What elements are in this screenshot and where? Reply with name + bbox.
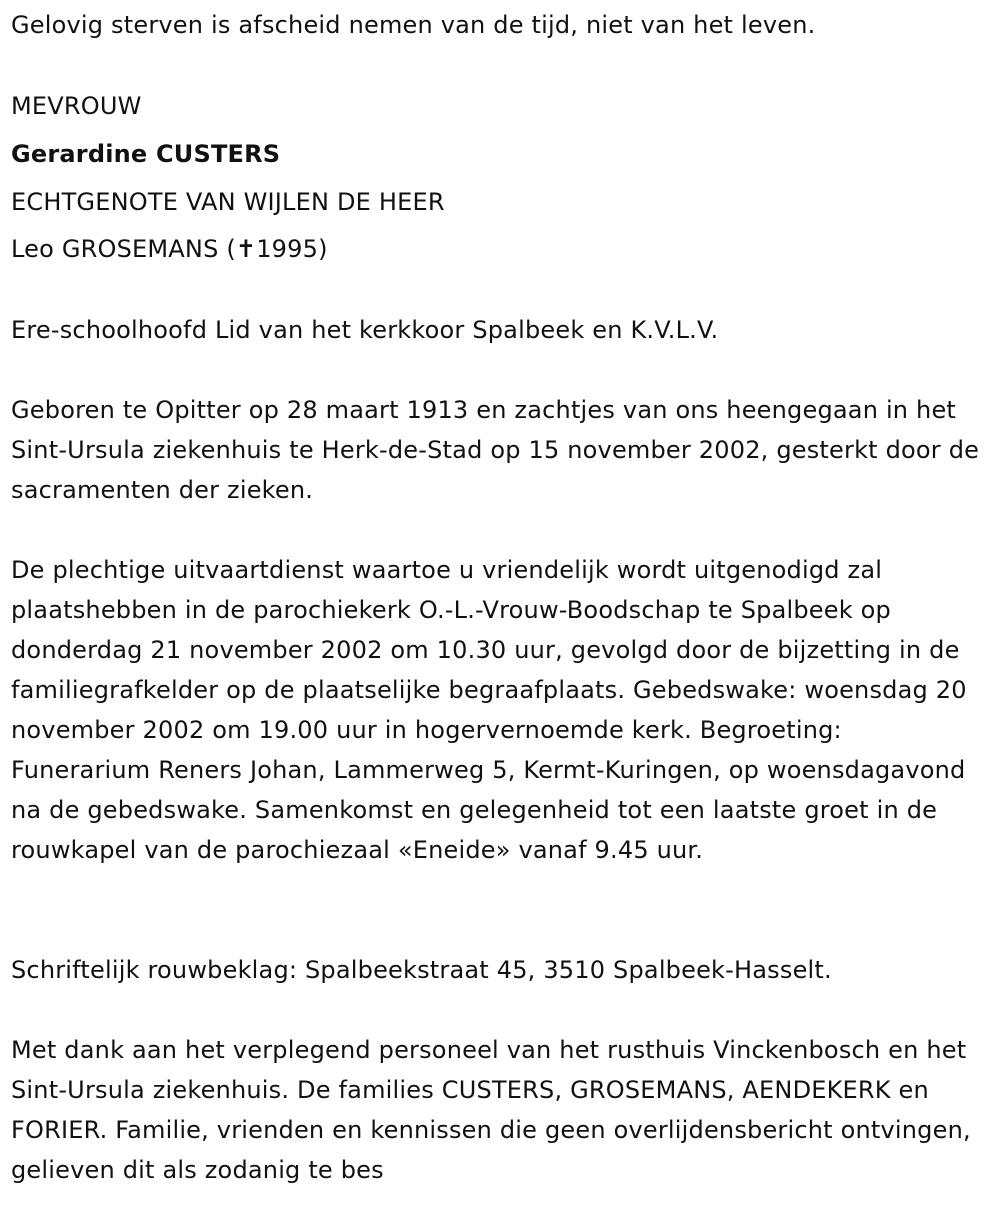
roles: Ere-schoolhoofd Lid van het kerkkoor Spalbeek en K.V.L.V. bbox=[11, 316, 719, 344]
thanks-paragraph: Met dank aan het verplegend personeel van het rusthuis Vinckenbosch en het Sint-Ursula ziekenhuis. De families CUSTERS, GROSEMANS, AENDEKERK en FORIER. Familie, vrienden en kennissen die geen overlijdensbericht ontvingen, gelieven dit als zodanig te bes bbox=[11, 1036, 971, 1184]
spouse-line: ECHTGENOTE VAN WIJLEN DE HEER bbox=[11, 188, 445, 216]
condolences: Schriftelijk rouwbeklag: Spalbeekstraat 45, 3510 Spalbeek-Hasselt. bbox=[11, 956, 832, 984]
motto: Gelovig sterven is afscheid nemen van de tijd, niet van het leven. bbox=[11, 11, 816, 39]
birth-death-paragraph: Geboren te Opitter op 28 maart 1913 en zachtjes van ons heengegaan in het Sint-Ursula ziekenhuis te Herk-de-Stad op 15 november 2002, gesterkt door de sacramenten der zieken. bbox=[11, 396, 980, 504]
funeral-paragraph: De plechtige uitvaartdienst waartoe u vriendelijk wordt uitgenodigd zal plaatshebben in de parochiekerk O.-L.-Vrouw-Boodschap te Spalbeek op donderdag 21 november 2002 om 10.30 uur, gevolgd door de bijzetting in de familiegrafkelder op de plaatselijke begraafplaats. Gebedswake: woensdag 20 november 2002 om 19.00 uur in hogervernoemde kerk. Begroeting: Funerarium Reners Johan, Lammerweg 5, Kermt-Kuringen, op woensdagavond na de gebedswake. Samenkomst en gelegenheid tot een laatste groet in de rouwkapel van de parochiezaal «Eneide» vanaf 9.45 uur. bbox=[11, 556, 967, 864]
spouse-name: Leo GROSEMANS (✝1995) bbox=[11, 235, 328, 263]
deceased-name: Gerardine CUSTERS bbox=[11, 140, 281, 168]
title-prefix: MEVROUW bbox=[11, 92, 142, 120]
